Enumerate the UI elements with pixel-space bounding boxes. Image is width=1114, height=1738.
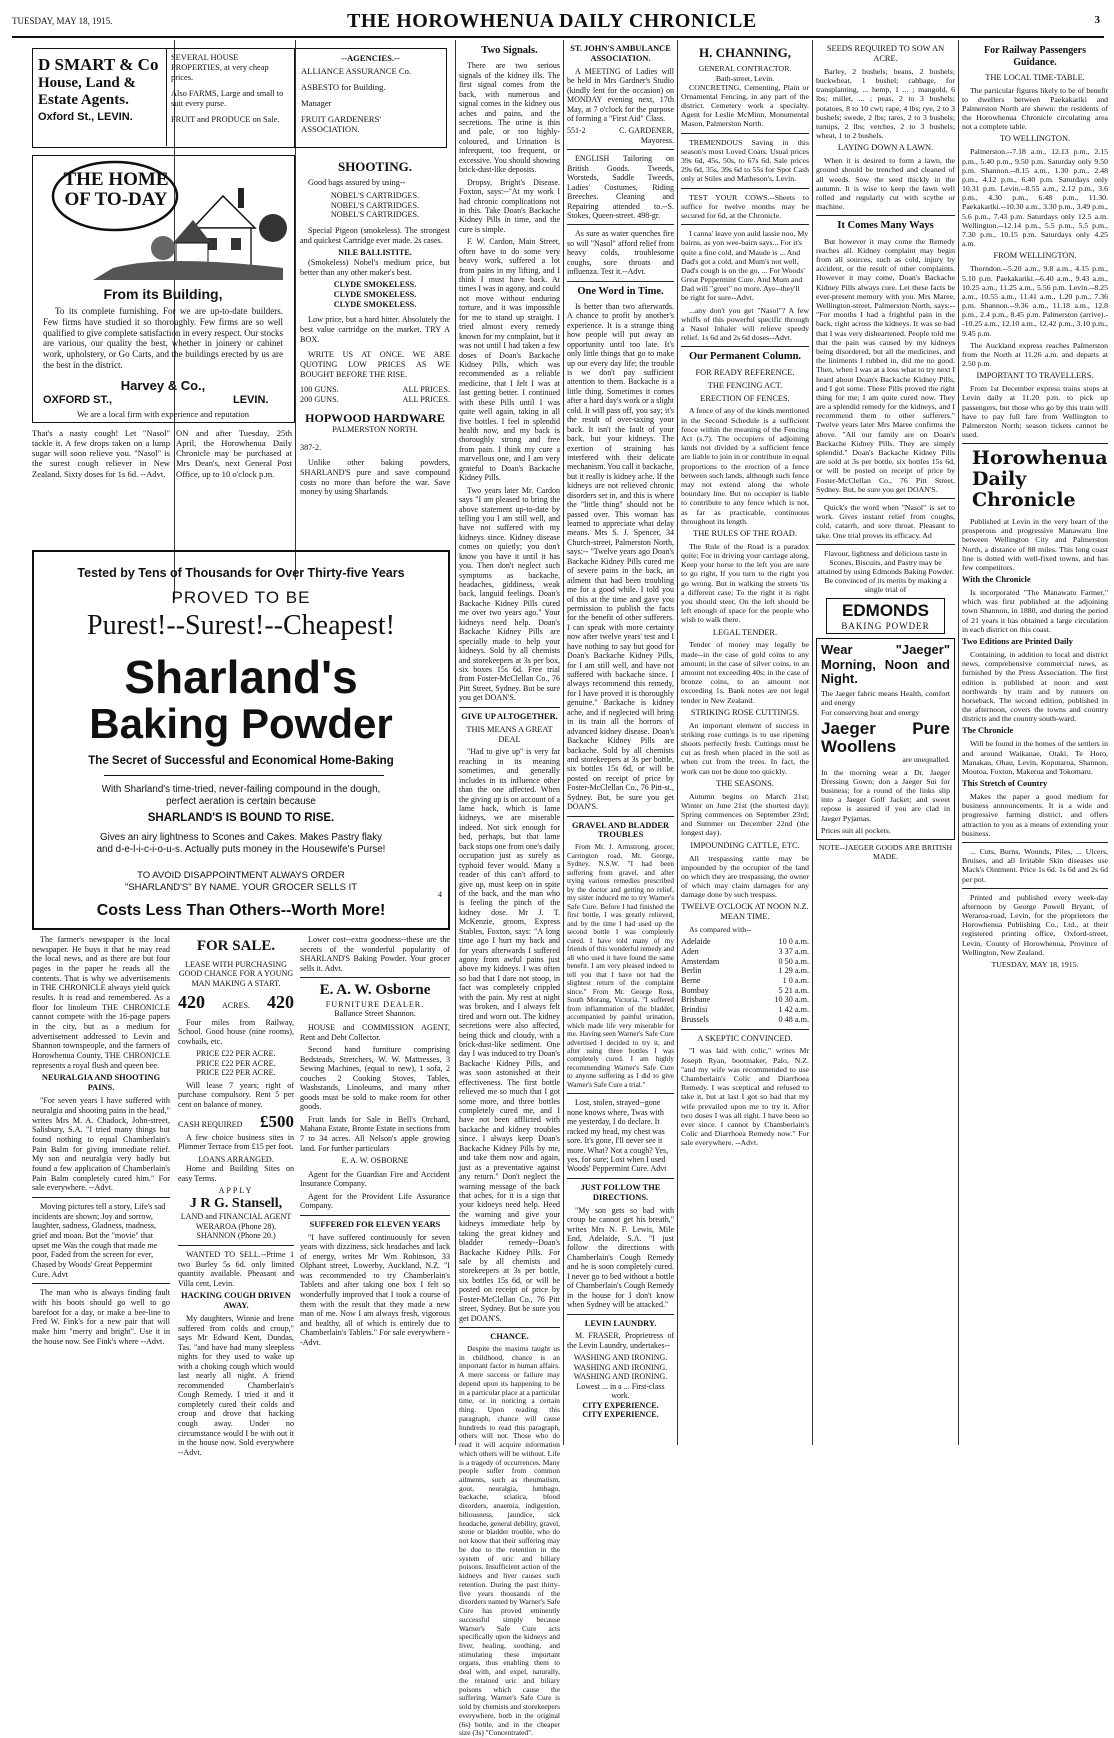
ambulance-role: Mayoress.	[640, 135, 674, 145]
horo-title-3: Chronicle	[972, 489, 1076, 512]
road-title: THE RULES OF THE ROAD.	[693, 528, 797, 538]
shooting-column	[300, 156, 450, 536]
time-row: Amsterdam 0 50 a.m.	[681, 956, 809, 966]
jaeger-prices: Prices suit all pockets.	[821, 825, 891, 835]
cows-text: TEST YOUR COWS.--Sheets to suffice for twelve months may be secured for 6d, at the Chronicle.	[681, 192, 809, 220]
tender-body: Tender of money may legally be made--in the case of gold coins to any amount; in the case of silver coins, to an amount not exceeding 40s; in the case of bronze coins, to an amount not exceeding 1s. Bank notes are not legal tender in New Zealand.	[681, 640, 809, 705]
sale-few: A few choice business sites in Plimmer Terrace from £15 per foot.	[178, 1132, 294, 1152]
lawn-title: LAYING DOWN A LAWN.	[837, 143, 934, 153]
sale-acres-word: ACRES.	[221, 1001, 251, 1011]
road-body: The Rule of the Road is a paradox quite; For in driving your carriage along, Keep your horse to the left you are sure to go right, If you turn to the right you go wrong. But in walking the streets 'tis a different case; To the right it is right you should steer, On the left should be left enough of space for the people who wish to walk there.	[681, 541, 809, 625]
signals-para: F. W. Cardon, Main Street, often have to do some very heavy work, suffered a lot from pains in my lifting, and I think I must have back. At times I was in agony, and could not move without enduring torture, and it was impossible for me to stand up straight. I tried almost every remedy known for my complaint, but it was not until I had taken a few doses of Doan's Backache Kidney Pills, which was recommended as a reliable medicine, that I felt I was at last getting better. I continued with these Pills until I was quite well again, taking in all five bottles. I feel in splendid health now, and my back is thoroughly strong and free from pain. I think my cure a marvellous one, and I am very grateful to Doan's Backache Kidney Pills.	[459, 237, 561, 483]
jaeger-woollens: Jaeger Pure Woollens	[821, 718, 950, 756]
ambulance-code: 551-2	[567, 126, 586, 136]
horo-title-2: Daily	[972, 468, 1027, 491]
rail-from-wellington-body: Thorndon.--5.20 a.m., 9.8 a.m., 4.15 p.m., 5.10 p.m. Paekakariki.--6.40 a.m., 9.43 a.m., 10.25 a.m., 11.25 a.m., 5.56 p.m. Levin.--8.25 a.m., 10.55 a.m., 11.41 a.m., 1.20 p.m., 7.36 p.m. Shannon.--9.36 a.m., 11.18 a.m., 12.8 p.m., 2.4 p.m., 8.45 p.m. Palmerston (arrive).--10.25 a.m., 12.10 a.m., 12.42 p.m., 3.10 p.m., 9.45 p.m.	[962, 264, 1108, 338]
permanent-sub: FOR READY REFERENCE.	[695, 367, 795, 377]
sale-loans: LOANS ARRANGED.	[198, 1154, 274, 1164]
seeds-column	[816, 42, 955, 1437]
hopwood-firm: HOPWOOD HARDWARE	[305, 410, 445, 425]
signals-column	[459, 42, 561, 1738]
sale-phones: WERAROA (Phone 28). SHANNON (Phone 20.)	[195, 1221, 277, 1241]
column-rule	[677, 40, 678, 1445]
osborne-lower: Lower cost--extra goodness--these are the secrets of the wonderful popularity of SHARLAND'S Baking Powder. Your grocer sells it. Advt.	[300, 935, 450, 973]
osborne-house: HOUSE and COMMISSION AGENT, Rent and Debt Collector.	[300, 1022, 450, 1042]
directions-body: "My son gets so bad with croup he cannot get his breath," writes Mrs N. F. Lewis, Mile End, Adelaide, S.A. "I just follow the directions with Chamberlain's Cough Remedy and he is soon completely cured. I never go to bed without a bottle of Chamberlain's Cough Remedy in the house for I don't know when Sydney will be attacked."	[567, 1205, 674, 1310]
sale-lease: Will lease 7 years; right of purchase compulsory. Rent 5 per cent on balance of money.	[178, 1080, 294, 1109]
english-text: ENGLISH Tailoring on British Goods. Tweeds, Worsteds, Saddle Tweeds, Ladies' Costumes, Riding Breeches. Cleaning and Repairing attended to.--S. Stokes, Queen-street. 498-gr.	[567, 154, 674, 220]
notice-text: ON and after Tuesday, 25th April, the Horowhenua Daily Chronicle may be purchased at Mrs Dean's, next General Post Office, up to 10 o'clock p.m.	[176, 428, 292, 479]
sale-cash-amount: £500	[260, 1112, 294, 1132]
barefoot-text: The man who is always finding fault with his boots should go well to go barefoot for a day, or make a bee-line to Fred W. Fink's for a new pair that will make him "merry and bright". Use it in the house now. See Fink's where --Advt.	[32, 1288, 170, 1346]
horo-circ: The Chronicle	[962, 726, 1014, 736]
gun-count: 100 GUNS.	[300, 385, 339, 395]
smart-line3: Estate Agents.	[38, 92, 129, 108]
harvey-body: To its complete furnishing. For we are up-to-date builders. Few firms have studied it so thoroughly. Few firms are so well qualified to give complete satisfaction in every respect. Our stocks are various, our quality the best, whether in joinery or cabinet work, upholstery, or Go Carts, and the buildings erected by us are the best in the district.	[43, 306, 283, 370]
channing-body: CONCRETING, Cementing, Plain or Ornamental Fencing, in any part of the district. Cemetery work a specialty. Agent for Leslie McMinn, Monumental Mason, Palmerston North.	[681, 82, 809, 129]
horo-circ-body: Will be found in the homes of the settlers in and around Waikanae, Otaki, Te Horo, Manakau, Ohau, Levin, Koputaroa, Shannon, Moutoa, Foxton, Makerua and Tokomaru.	[962, 739, 1108, 776]
chance-title: CHANCE.	[490, 1332, 529, 1342]
rail-intro: The particular figures likely to be of benefit to dwellers between Paekakariki and Palmerston North are shewn: the residents of the Horowhenua Chronicle circulating area not a complete table.	[962, 85, 1108, 132]
quick-text: Quick's the word when "Nasol" is set to work. Gives instant relief from coughs, cold, catarrh, and sore throat. Pleasant to take. One trial proves its efficacy. Ad	[816, 502, 955, 540]
harvey-caption: From its Building,	[103, 286, 223, 302]
eleven-title: SUFFERED FOR ELEVEN YEARS	[309, 1219, 441, 1229]
ointment-text: ... Cuts, Burns, Wounds, Piles, ... Ulcers, Bruises, and all Irritable Skin diseases use Mack's Ointment. Price 1s 6d. 1s 6d and 2s 6d per pot.	[962, 846, 1108, 884]
clyde-item: CLYDE SMOKELESS.	[333, 290, 417, 300]
column-rule	[455, 40, 456, 1445]
sale-price: PRICE £22 PER ACRE.	[196, 1049, 276, 1059]
shooting-low: Low price, but a hard hitter. Absolutely the best value cartridge on the market. TRY A BOX.	[300, 315, 450, 344]
osborne-body: Second hand furniture comprising Bedsteads, Stretchers, W. W. Mattresses, 3 Sewing Machines, (equal to new), 1 sofa, 2 couches 2 Cooking Stoves, Tables, Washstands, Linoleums, and many other goods must be sold to make room for other goods.	[300, 1045, 450, 1112]
edmonds-intro: Flavour, lightness and delicious taste in Scones, Biscuits, and Pastry may be attained by using Edmonds Baking Powder. Be convinced of its merits by making a single trial of	[817, 548, 954, 595]
cartridge: NOBEL'S CARTRIDGES.	[330, 191, 420, 200]
nasol-2-text: ...any don't you get "Nasol"? A few whiffs of this powerful specific through a Nasol Inhaler will relieve speedy relief. 1s 6d and 2s 6d doses--Advt.	[681, 305, 809, 343]
cartridge: NOBEL'S CARTRIDGES.	[330, 200, 420, 210]
masthead-page: 3	[1094, 14, 1100, 26]
time-row: Brindisi 1 42 a.m.	[681, 1005, 809, 1015]
gun-price: ALL PRICES.	[402, 395, 450, 405]
cartridge: NOBEL'S CARTRIDGES.	[330, 210, 420, 220]
eleven-body: "I have suffered continuously for seven years with dizziness, sick headaches and lack of energy, writes Mr Wm Robinson, 33 Olphant street, Lowerby, Auckland, N.Z. "I was recommended to try Chamberlain's Tablets and after taking one box I felt so wonderfully improved that I took a course of them with the result that they made a new man of me. Now I am always fresh, vigorous and healthy, all of which is entirely due to Chamberlain's Tablets." For sale everywhere --Advt.	[300, 1232, 450, 1347]
seeds-body: Barley, 2 bushels; beans, 2 bushels; buckwheat, 1 bushel; cabbage, for transplanting, ... hemp, 1 ... ; mangold, 6 lbs; millet, ... ; peas, 2 to 3 bushels; potatoes, 8 to 10 cwt; rape, 4 lbs; rye, 2 to 3 bushels; swede, 2 lbs; tares, 2 to 3 bushels; turnips, 2 lbs; vetches, 2 to 3 bushels; wheat, 1 to 2 bushels.	[816, 66, 955, 141]
rail-to-wellington-body: Palmerston.--7.18 a.m., 12.13 p.m., 2.15 p.m., 5.40 p.m., 9.50 p.m. Saturday only 9.50 p.m. Shannon.--8.15 a.m., 1.30 p.m., 2.48 p.m., 4.12 p.m., 6.40 p.m. Saturdays only 10.31 p.m. Levin.--8.55 a.m., 2.12 p.m., 3.6 p.m., 4.30 p.m., 6.48 p.m., 11.30. Paekakariki.--10.30 a.m., 3.30 p.m., 3.49 p.m., 5.6 p.m., 7.43 p.m. Saturdays only 12.5 a.m. Wellington.--12.14 p.m., 5.5 p.m., 5.5 p.m., 7.30 p.m., 10.15 p.m. Saturdays only 4.25 a.m.	[962, 147, 1108, 249]
impound-title: IMPOUNDING CATTLE, ETC.	[690, 840, 800, 850]
sharland-bound: SHARLAND'S IS BOUND TO RISE.	[147, 812, 335, 824]
giveup-title: GIVE UP ALTOGETHER.	[461, 711, 558, 721]
notice-advert	[176, 428, 292, 484]
rail-travel-body: From 1st December express trains stops at Levin daily at 11.20 p.m. to pick up passengers, but those who go by this train will have to pay full fare from Wellington to Palmerston North; season tickets cannot be used.	[962, 384, 1108, 440]
neuralgia-title: NEURALGIA AND SHOOTING PAINS.	[41, 1073, 161, 1093]
verse-text: Moving pictures tell a story, Life's sad incidents are shown; Joy and sorrow, laughter, sadness, Gladness, madness, grief and moan. But the "movie" that upset me Was the cough that made me poor, Faded from the screen for ever, Chased by Woods' Great Peppermint Cure. Advt	[32, 1201, 166, 1279]
sale-agent-role: LAND and FINANCIAL AGENT	[180, 1212, 292, 1222]
horo-with-body: Is incorporated "The Manawatu Farmer," which was first published at the adjoining town Shannon, in 1880, and during the period of 21 years it has obtained a large circulation in each district on this coast.	[962, 588, 1108, 634]
railway-column	[962, 42, 1108, 1437]
column-rule	[563, 40, 564, 1445]
horo-with: With the Chronicle	[962, 575, 1031, 585]
sale-title: FOR SALE.	[196, 938, 276, 954]
smart-item: FRUIT and PRODUCE on Sale.	[171, 115, 280, 125]
jaeger-unequalled: are unequalled.	[902, 755, 950, 765]
skeptic-body: "I was laid with colic," writes Mr Joseph Ryan, bootmaker, Palo, N.Z. "and my wife was recommended to use Chamberlain's Colic and Diarrhoea Remedy. I was sceptical and refused to take it, but at last I got so bad that my wife prevailed upon me to try it. After two doses I was all right. I have been so ever since. I cannot by Chamberlain's Colic and Diarrhoea Remedy now." For sale everywhere. --Advt.	[681, 1046, 809, 1148]
chance-body: Despite the maxims taught us in childhood, chance is an important factor in human affairs. A mere success or failure may depend upon its happening to be in a particular place at a particular time, or in noticing a certain thing. Upon reading this paragraph, chance will cause hundreds to read this paragraph, others will not. Those who do read it will acquire information which others will be without. Life is a tragedy of occurrences. Many people suffer from common ailments, such as rheumatism, gout, neuralgia, lumbago, backache, sciatica, blood disorders, anaemia, indigestion, biliousness, jaundice, sick headache, general debility, gravel, stone or bladder trouble, who do not know that their suffering may be due to the retention in the system of uric and biliary poisons. Insufficient action of the kidneys and liver causes such retention. During the past thirty-five years thousands of the disorders named by Warner's Safe Cure has proved eminently successful simply because Warner's Safe Cure acts specifically upon the kidneys and liver, healing, soothing, and stimulating these important organs, thus enabling them to deal with, and expel, naturally, the retained uric and biliary poisons which cause the suffering. Warner's Safe Cure is sold by chemists and storekeepers everywhere, both in the original (6s) bottle, and in the cheaper size (3s) "Concentrated".	[459, 1344, 560, 1738]
clyde-item: CLYDE SMOKELESS.	[333, 280, 417, 290]
nasol-advert	[32, 428, 170, 484]
harvey-advert	[32, 155, 295, 423]
osborne-signature: E. A. W. OSBORNE	[341, 1156, 409, 1166]
tender-title: LEGAL TENDER.	[712, 627, 778, 637]
osborne-agent: Agent for the Guardian Fire and Accident Insurance Company.	[300, 1169, 450, 1189]
agency-item: ALLIANCE ASSURANCE Co.	[301, 66, 412, 76]
neuralgia-body: "For seven years I have suffered with neuralgia and shooting pains in the head," writes Mrs M. A. Chadock, John-street, Salisbury, S.A. "I tried many things but found nothing to equal Chamberlain's Pain Balm for giving immediate relief. My son and neuralgia very badly but found a few application of Chamberlain's Pain Balm completely cured him." For sale everywhere. --Advt.	[32, 1096, 170, 1193]
sale-agent: J R G. Stansell,	[189, 1195, 283, 1211]
agency-item: Manager	[301, 98, 332, 108]
permanent-title: Our Permanent Column.	[688, 351, 802, 363]
shooting-write: WRITE US AT ONCE. WE ARE QUOTING LOW PRICES AS WE BOUGHT BEFORE THE RISE.	[300, 350, 450, 379]
hacking-title: HACKING COUGH DRIVEN AWAY.	[181, 1291, 291, 1311]
permanent-column	[681, 42, 809, 1437]
rail-auckland: The Auckland express reaches Palmerston from the North at 11.26 a.m. and departs at 2.50 p.m.	[962, 340, 1108, 369]
laundry-note: Lowest ... in a ... First-class work.	[576, 1381, 665, 1401]
edmonds-logo	[826, 598, 945, 635]
sharland-purest: Purest!--Surest!--Cheapest!	[87, 610, 395, 641]
farmer-column	[32, 935, 170, 1433]
sharland-advert	[32, 550, 450, 930]
rose-title: STRIKING ROSE CUTTINGS.	[690, 707, 800, 717]
harvey-addr-right: LEVIN.	[233, 394, 269, 406]
sharland-top: Tested by Tens of Thousands for Over Thirty-five Years	[77, 566, 405, 580]
fencing-sub: ERECTION OF FENCES.	[700, 393, 790, 403]
ambulance-signature: C. GARDENER,	[619, 126, 674, 136]
laundry-line: WASHING AND IRONING.	[573, 1372, 668, 1382]
laundry-line: WASHING AND IRONING.	[573, 1362, 668, 1372]
osborne-role: FURNITURE DEALER.	[325, 999, 425, 1009]
rose-body: An important element of success in striking rose cuttings is to use ripening shoots perfectly fresh. Cuttings must be cut as fresh when placed in the soil as when cut from the trees. In fact, the work can not be done too quickly.	[681, 720, 809, 776]
agency-item: ASBESTO for Building.	[301, 82, 386, 92]
skeptic-title: A SKEPTIC CONVINCED.	[697, 1033, 793, 1043]
time-row: Bombay 5 21 a.m.	[681, 985, 809, 995]
smart-item: Also FARMS, Large and small to suit every purse.	[171, 89, 284, 109]
sharland-name-2: Baking Powder	[89, 700, 393, 747]
giveup-body: "Had to give up" is very far reaching in its meaning sometimes, and generally includes in its influence other than the one affected. When the giving up is on account of a lame back, which is lame kidneys, we are miserable indeed. Not sick enough for bed, perhaps, but that lame back stops one from one's daily occupation just as surely as typhoid fever would. Many a reader of this can't afford to give up, must keep on in spite of the back, and the man who is feeling the pinch of the kidney dose. Mr J. T. McKenzie, groom, Express Stables, Foxton, says: "A long time ago I hurt my back and for years afterwards I suffered agony from awful pains just above my kidneys. I was often so bad that I dare not stoop, in fact was completely crippled with the pain. My rest at night was broken, and I always felt tired and worn out. The kidney secretions were also affected, being thick and cloudy, with a brick-dust-like sediment. One day I was induced to try Doan's Backache Kidney Pills, and was soon astonished at their effectiveness. The first bottle relieved me so much that I got some more, and three bottles completely cured me, and I have not been afflicted with backache and kidney troubles since. I always keep Doan's Backache Kidney Pills by me, and take them now and again, just as a preventative against any return." Don't neglect the warning message of the back that aches, for it is a sign that your kidneys need help. Heed the warning and give your kidneys immediate help by taking the great kidney and bladder remedy--Doan's Backache Kidney Pills. For sale by all chemists and storekeepers at 3s per bottle, six bottles 15s 6d, or will be posted on receipt of price by Foster-McClellan Co., 76 Pitt street, Sydney. But be sure you get DOAN'S.	[459, 747, 560, 1323]
harvey-tag: We are a local firm with experience and reputation	[76, 409, 250, 419]
seeds-title: SEEDS REQUIRED TO SOW AN ACRE.	[826, 44, 945, 63]
clyde-item: CLYDE SMOKELESS.	[333, 299, 417, 309]
impound-body: All trespassing cattle may be impounded by the occupier of the land on which they are trespassing, the owner of which may claim damages for any damage done by such trespass.	[681, 853, 809, 900]
jaeger-fabric: The Jaeger fabric means Health, comfort and energy	[821, 689, 950, 708]
lost-text: Lost, stolen, strayed--gone none knows where, Twas with me yesterday, I do declare. It racked my head, my chest was sore. It's gone, I'll never see it more. What? Not a cough? Yes, yes, for sure; Lost when I used Woods' Peppermint Cure. Advt	[567, 1098, 669, 1174]
shooting-intro: Good bags assured by using--	[308, 178, 406, 188]
sale-cash: CASH REQUIRED	[178, 1120, 243, 1130]
rail-title: For Railway Passengers Guidance.	[983, 45, 1087, 68]
channing-sub: GENERAL CONTRACTOR.	[698, 64, 792, 74]
osborne-agent-2: Agent for the Provident Life Assurance Company.	[300, 1191, 450, 1211]
shooting-nile: NILE BALLISTITE.	[338, 248, 412, 258]
sale-column	[178, 935, 294, 1457]
masthead-title: THE HOROWHENUA DAILY CHRONICLE	[347, 10, 757, 32]
seasons-body: Autumn begins on March 21st; Winter on June 21st (the shortest day); Spring commences on September 23rd; and Summer on December 22nd (the longest day).	[681, 791, 809, 838]
gravel-body: From Mr. J. Armstrong, grocer, Carrington road, Mt. George, Sydney, N.S.W. "I had been suffering from gravel, and after trying various remedies prescribed by the doctor and getting no relief, my sister induced me to try Warner's Safe Cure. Before I had finished the first bottle, I was greatly relieved, and by the time I had used up the second bottle I was completely cured. I have told many of my friends of this wonderful remedy and all who used it have found the same benefit. I am very pleased indeed to tell you that I have not had the slightest return of the complaint since." From Mr. George Ross, South Morang, Victoria. "I suffered from inflammation of the bladder, accompanied by painful urination, which made life very miserable for me. Having seen Warner's Safe Cure advertised I decided to try it, and after using three bottles I was completely cured. I am highly recommending Warner's Safe Cure to anyone suffering as I did to give Warner's Safe Cure a trial."	[567, 843, 674, 1089]
smart-advert	[32, 48, 295, 148]
time-row: Brisbane 10 30 a.m.	[681, 995, 809, 1005]
time-row: Aden 3 37 a.m.	[681, 947, 809, 957]
sharland-costs: Costs Less Than Others--Worth More!	[96, 902, 386, 919]
laundry-title: LEVIN LAUNDRY.	[584, 1318, 657, 1328]
channing-address: Bath-street, Levin.	[715, 73, 775, 83]
edmonds-baking: BAKING POWDER	[841, 620, 930, 631]
ambulance-column	[567, 42, 674, 1437]
seasons-title: THE SEASONS.	[716, 778, 774, 788]
rail-sub: THE LOCAL TIME-TABLE.	[985, 72, 1085, 82]
unlike-text: Unlike other baking powders, SHARLAND'S pure and save compound costs no more than before the war. Save money by using Sharlands.	[300, 458, 450, 497]
signals-title: Two Signals.	[481, 45, 538, 56]
rail-from-wellington: FROM WELLINGTON.	[993, 251, 1077, 261]
masthead	[12, 8, 1104, 38]
water-text: As sure as water quenches fire so will "Nasol" afford relief from heavy colds, troublesome coughs, sore throats and influenza. Test it.--Advt.	[567, 229, 674, 277]
agencies-advert	[295, 48, 447, 148]
ambulance-title: ST. JOHN'S AMBULANCE ASSOCIATION.	[570, 44, 671, 63]
giveup-subtitle: THIS MEANS A GREAT DEAL	[466, 724, 553, 744]
hacking-body: My daughters, Winnie and Irene suffered from colds and croup," says Mr Edward Kent, Dundas, Tas. "and have had many sleepless nights for they used to wake up with a choking cough which would last nearly all night. A friend recommended Chamberlain's Cough Remedy. I tried it and it completely cured their colds and croup and drove that hacking cough away. Under no circumstance would I be with out it in the house now. Sold everywhere --Advt.	[178, 1313, 294, 1457]
sharland-proved: PROVED TO BE	[171, 588, 311, 607]
time-row: Adelaide 10 0 a.m.	[681, 937, 809, 947]
horo-title-1: Horowhenua	[972, 447, 1108, 470]
osborne-name: E. A. W. Osborne	[319, 982, 431, 999]
rail-travel-title: IMPORTANT TO TRAVELLERS.	[976, 371, 1094, 381]
wanted-text: WANTED TO SELL.--Prime 1 two Burley 5s 6d. only limited quantity available. Pheasant and Villa cent, Levin.	[178, 1249, 294, 1288]
column-rule	[812, 40, 813, 1445]
fencing-title: THE FENCING ACT.	[707, 380, 783, 390]
nasol-text: That's a nasty cough! Let "Nasol" tackle it. A few drops taken on a lump sugar will soon relieve you. "Nasol" is the surest cough reliever in New Zealand. Sixty doses for 1s 6d. --Advt.	[32, 428, 170, 479]
sharland-secret: The Secret of Successful and Economical Home-Baking	[88, 755, 394, 767]
harvey-addr-left: OXFORD ST.,	[43, 394, 113, 406]
smart-line2: House, Land &	[38, 75, 136, 91]
horo-two-body: Containing, in addition to local and district news, comprehensive commercial news, as furnished by the Press Association. The first edition is published at noon and sent northwards by train and by runners on horseback. The second edition, published in the afternoon, covers the towns and country districts and the country south-ward.	[962, 649, 1108, 724]
smart-item: SEVERAL HOUSE PROPERTIES, at very cheap prices.	[171, 53, 269, 83]
shooting-nile-desc: (Smokeless) Nobel's medium price, but better than any other maker's best.	[300, 258, 450, 277]
channing-title: H. CHANNING,	[698, 45, 792, 60]
hopwood-address: PALMERSTON NORTH.	[332, 424, 418, 434]
horo-two: Two Editions are Printed Daily	[962, 637, 1073, 647]
lawn-body: When it is desired to form a lawn, the ground should be trenched and cleaned of all weeds. Sow the seed thickly in the autumn. It is wise to keep the lawn well rolled and regularly cut with scythe or machine.	[816, 156, 955, 212]
jaeger-head: Wear "Jaeger" Morning, Noon and Night.	[821, 642, 950, 686]
directions-title: JUST FOLLOW THE DIRECTIONS.	[580, 1182, 661, 1202]
time-intro: As compared with--	[689, 925, 752, 935]
agency-item: FRUIT GARDENERS' ASSOCIATION.	[301, 114, 381, 134]
harvey-title-2: OF TO-DAY	[64, 188, 168, 210]
horo-body: Published at Levin in the very heart of the prosperous and progressive Manawatu line between Wellington City and Palmerston North, a distance of 88 miles. This long coast line is dotted with well-fixed towns, and has few competitors.	[962, 517, 1108, 573]
printed-text: Printed and published every week-day afternoon by George Powell Bryant, of Weraroa-road, Levin, for the proprietors the Horowhenua Publishing Co., Ltd., at their registered printing office, Oxford-street, Levin, County of Horowhenua, Province of Wellington, New Zealand.	[962, 892, 1108, 957]
column-rule	[958, 40, 959, 1445]
shooting-code: 387-2.	[300, 442, 322, 452]
signals-para: Two years later Mr. Cardon says "I am pleased to bring the above statement up-to-date by telling you I am still well, and have not suffered with my kidneys since. Kidney disease comes on quietly; you don't know you have it until it has you. Then don't neglect such symptoms as backache, headaches, giddiness, weak back, languid feelings. Doan's Backache Kidney Pills cured me over two years ago." Your kidneys need help. Doan's Backache Kidney Pills are specially made to help your kidneys. Sold by all chemists and storekeepers at 3s per box, six boxes 15s 6d. Free trial from Foster-McClellan Co., 76 Pitt Street, Sydney. But be sure you get DOAN'S.	[459, 485, 560, 703]
jaeger-note: NOTE--JAEGER GOODS ARE BRITISH MADE.	[818, 842, 953, 862]
time-table	[681, 937, 809, 1024]
masthead-date: TUESDAY, MAY 18, 1915.	[12, 16, 113, 26]
comes-body: But however it may come the Remedy reaches all. Kidney complaint may begin from all sources, such as cold, injury by accident, or the result of other complaints. However it may come, Doan's Backache Kidney Pills always cure. Let these facts be ever-present memory with you. Mrs Maree, Wellington-street, Palmerston North, says:--"For months I had a frightful pain in the back, right across the kidneys. It was so bad that I was very disheartened. People told me that the pain was caused by my kidneys being disordered, but all the medicines, and the liniments I rubbed in, did me no good. Then, when I was at a loss what to try next I heard about Doan's Backache Kidney Pills, and I got some. These Pills proved the right thing for me; I am quite cured now. They are a splendid remedy for the kidneys, and I recommend them to other sufferers." Twelve years later Mrs Maree confirms the above. "All our family are on Doan's Backache Kidney Pills. They are simply splendid." Doan's Backache Kidney Pills are sold at 3s per bottle, six bottles 15s 6d, or will be posted on receipt of price by Foster-McClellan Co., 76 Pitt Street, Sydney. But, be sure you get DOAN'S.	[816, 236, 955, 494]
jaeger-body: In the morning wear a Dr. Jaeger Dressing Gown; don a Jaeger Sui for business; for a round of the links slip into a Jaeger Golf Jacket; and sweet repose is assured if you are clad in Jaeger Pyjamas.	[821, 767, 950, 823]
fencing-body: A fence of any of the kinds mentioned in the Second Schedule is a sufficient fence within the meaning of the Fencing Act (s.7). The occupiers of adjoining lands not divided by a sufficient fence are liable to join in or contribute in equal proportions to the erection of a fence between such lands, although such fence may not extend along the whole boundary line. But no occupier is liable to contribute to any fence which is not, as far as practicable, continuous throughout its length.	[681, 406, 809, 526]
agencies-title: --AGENCIES.--	[341, 53, 400, 63]
laundry-city-2: CITY EXPERIENCE.	[582, 1409, 659, 1419]
sharland-number: 4	[438, 890, 442, 899]
sale-acres: 420	[178, 992, 205, 1013]
oneword-title: One Word in Time.	[577, 285, 664, 297]
smart-name: D SMART & Co	[38, 55, 159, 74]
sale-body: Four miles from Railway, School. Good house (nine rooms), cowbails, etc.	[178, 1017, 294, 1046]
time-row: Berlin 1 29 a.m.	[681, 966, 809, 976]
sale-sub: LEASE WITH PURCHASING GOOD CHANCE FOR A YOUNG MAN MAKING A START.	[178, 959, 294, 988]
horo-stretch: This Stretch of Country	[962, 779, 1048, 789]
sharland-avoid: TO AVOID DISAPPOINTMENT ALWAYS ORDER "SHARLAND'S" BY NAME. YOUR GROCER SELLS IT	[124, 870, 358, 893]
rail-to-wellington: TO WELLINGTON.	[999, 134, 1071, 144]
horo-title	[972, 448, 1108, 511]
sale-price: PRICE £22 PER ACRE.	[196, 1068, 276, 1078]
sale-home: Home and Building Sites on easy Terms.	[178, 1164, 294, 1183]
ambulance-body: A MEETING of Ladies will be held in Mrs Gardner's Studio (kindly lent for the occasion) on MONDAY evening next, 17th May, at 7 o'clock for the purpose of forming a "First Aid" Class.	[567, 66, 674, 123]
footer-date: TUESDAY, MAY 18, 1915.	[991, 960, 1079, 970]
osborne-column	[300, 935, 450, 1433]
time-row: Brussels 0 48 a.m.	[681, 1014, 809, 1024]
signals-para: There are two serious signals of the kidney ills. The first signal comes from the back, with numerous and signal comes in the kidney ous aches and pains, and the secretions. The urine is thin and pale, or too highly-coloured, and Urination is infrequent, too frequent, or excessive. You should showing brick-dust-like deposits.	[459, 61, 560, 175]
sale-acres-2: 420	[267, 992, 294, 1013]
jaeger-conserve: For conserving heat and energy	[821, 707, 920, 717]
farmer-text: The farmer's newspaper is the local newspaper. He buys it that he may read the local news, and as there are but four pages in the paper he reads all the contents. That is why we advertisements in THE CHRONICLE always yield quick results. It is read and remembered. As a floor for linoleum THE CHRONICLE cannot compete with the 16-page papers in the city, but as a medium for advertisement addressed to Levin and Shannon townspeople, and the farmers of Horowhenua County, THE CHRONICLE represents a royal flush and queen bee.	[32, 935, 170, 1070]
oneword-body: Is better than two afterwards. A chance to profit by another's experience. It is a strange thing how people will put away an opportunity until too late. It's only little things that go to make up our every day life; the trouble is we don't pay sufficient attention to them. Backache is a little thing. Sometimes it comes after a hard day's work or a slight cold. It will pass off, you say; it's the result of over-taxing your back. It isn't the fault of your back, but your kidneys. The exertion of straining has interfered with their delicate mechanism. You call it backache, but it really is kidney ache. If the kidneys are not relieved chronic disorders set in, and this is where the "little thing" should not be passed over. This woman has learned to appreciate what delay means. Mrs S. J. Spencer, 34 Church-street, Palmerston North, says:-- "Twelve years ago Doan's Backache Kidney Pills cured me of severe pains in the back, an ailment that had been troubling me for a good while. I told you of this at the time and gave you permission to publish the facts for the benefit of other sufferers. I can speak with more certainty now after twelve years' test and I have nothing to say but good for Doan's Backache Kidney Pills, for I am still well, and have not suffered with backache since. I always recommend this remedy, for I have proved it is thoroughly genuine." Backache is kidney ache, and if neglected will bring in its train all the horrors of advanced kidney disease. Doan's Backache Kidney Pills are backache. Sold by all chemists and storekeepers at 3s per bottle, six bottles 15s 6d, or will be posted on receipt of price by Foster-McClellan Co., 76 Pitt-st., Sydney. But, be sure you get DOAN'S.	[567, 301, 674, 812]
shooting-title: SHOOTING.	[337, 159, 413, 174]
shooting-pigeon: Special Pigeon (smokeless). The strongest and quickest Cartridge ever made. 2s cases.	[300, 226, 450, 245]
verse-2-text: I canna' leave yon auld lassie noo, My bairns, as yon wee-bairn says... For it's quite a fine cold, and Maude is ... And Dad's got a cold, and Mum's not well, Dad's cough is on the go, ... For Woods' Great Peppermint Cure. And Mum and Dad will "greet" no more. Aye--they'll be right for sure--Advt.	[681, 229, 809, 303]
sale-price: PRICE £22 PER ACRE.	[196, 1058, 276, 1068]
horo-stretch-body: Makes the paper a good medium for business announcements. It is a wide and progressive farming district, and offers attraction to you as a means of extending your business.	[962, 792, 1108, 838]
tremendous-text: TREMENDOUS Saving in this season's most Loved Coats. Usual prices 39s 6d, 45s, 50s, to 67s 6d. Sale prices 29s 6d, 35s, 39s 6d to 55s for Spot Cash only at Stiles and Matheson's, Levin.	[681, 137, 809, 184]
edmonds-name: EDMONDS	[842, 600, 929, 620]
gun-price: ALL PRICES.	[402, 385, 450, 395]
gun-count: 200 GUNS.	[300, 395, 339, 405]
laundry-name: M. FRASER, Proprietress of the Levin Laundry, undertakes--	[567, 1331, 674, 1350]
signals-para: Dropsy, Bright's Disease. Foxton, says:--"At my work I had chronic complications not in this. Take Doan's Backache Kidney Pills in time, and the cure is simple.	[459, 177, 560, 234]
smart-address: Oxford St., LEVIN.	[38, 111, 133, 123]
sharland-name: Sharland's	[124, 651, 358, 703]
jaeger-advert	[816, 638, 955, 840]
time-row: Berne 1 0 a.m.	[681, 976, 809, 986]
comes-title: It Comes Many Ways	[837, 220, 934, 232]
osborne-address: Ballance Street Shannon.	[334, 1009, 416, 1019]
gravel-title: GRAVEL AND BLADDER TROUBLES	[571, 820, 670, 840]
time-title: TWELVE O'CLOCK AT NOON N.Z. MEAN TIME.	[681, 902, 809, 922]
harvey-firm: Harvey & Co.,	[120, 378, 206, 393]
osborne-fruit: Fruit lands for Sale in Bell's Orchard, Mahana Estate, Bronte Estate in sections from 7 to 34 acres. All Nelson's apple growing land. For further particulars	[300, 1114, 450, 1153]
laundry-city: CITY EXPERIENCE.	[582, 1400, 659, 1410]
sale-apply: APPLY	[218, 1186, 254, 1196]
sharland-body-2: Gives an airy lightness to Scones and Cakes. Makes Pastry flaky and d-e-l-i-c-i-o-u-s. Actually puts money in the Housewife's Purse!	[96, 832, 386, 856]
laundry-line: WASHING AND IRONING.	[573, 1353, 668, 1363]
harvey-title-1: THE HOME	[63, 169, 169, 190]
sharland-body-1: With Sharland's time-tried, never-failing compound in the dough, perfect aeration is certain because	[101, 784, 381, 808]
